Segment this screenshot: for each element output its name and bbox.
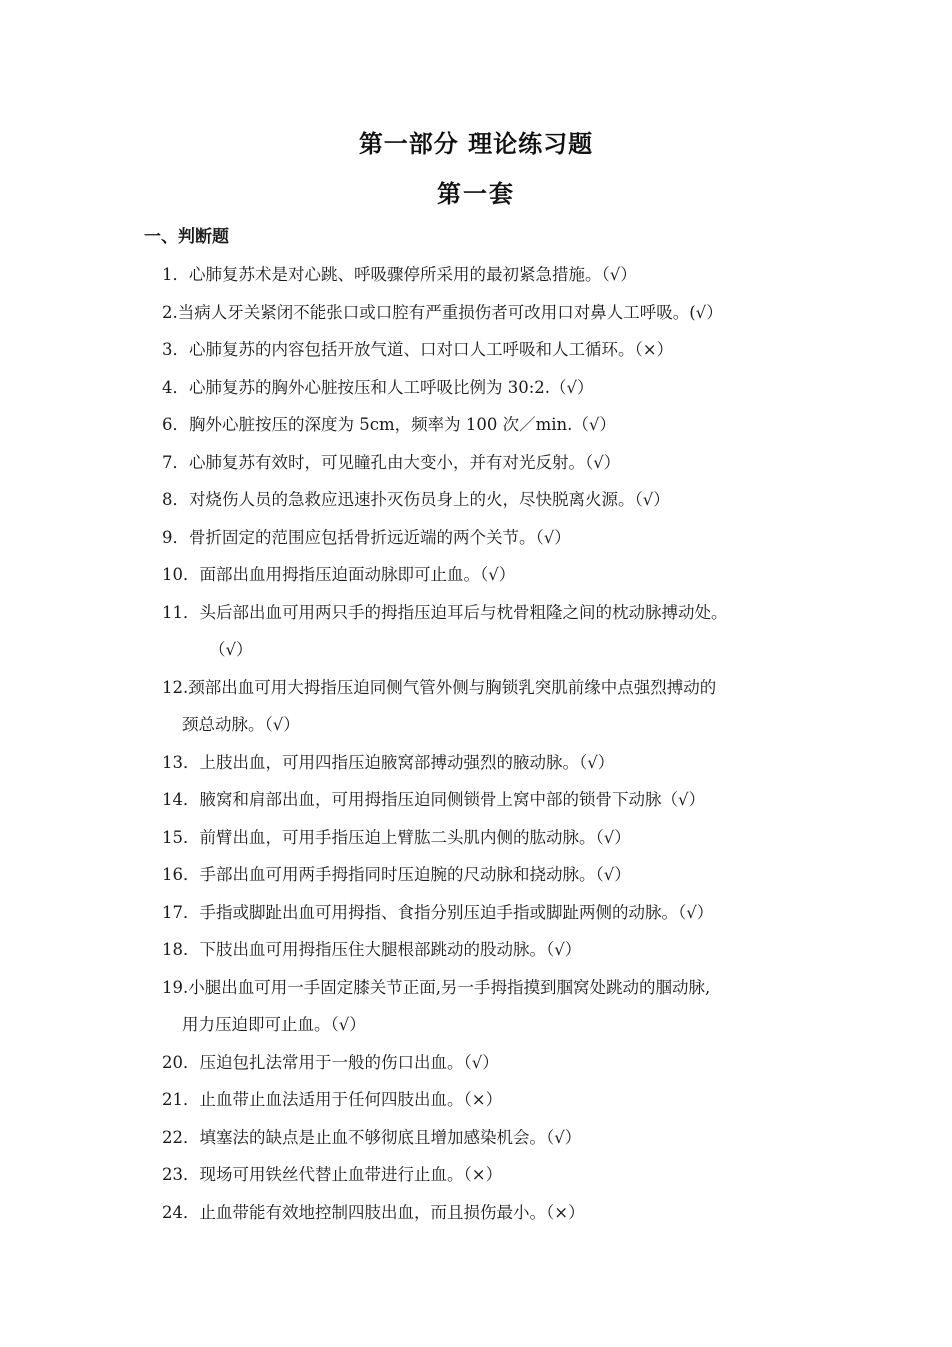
question-text: 22．填塞法的缺点是止血不够彻底且增加感染机会。（√） [162, 1127, 582, 1147]
question-item [0, 1044, 952, 1082]
question-text-continuation: 颈总动脉。（√） [182, 715, 300, 734]
question-item [0, 819, 952, 857]
question-text: 19.小腿出血可用一手固定膝关节正面,另一手拇指摸到腘窝处跳动的腘动脉, [162, 977, 711, 997]
question-item [0, 406, 952, 444]
question-item [0, 444, 952, 482]
question-item [0, 1156, 952, 1194]
question-text: 24．止血带能有效地控制四肢出血，而且损伤最小。（×） [162, 1202, 585, 1222]
question-text: 2.当病人牙关紧闭不能张口或口腔有严重损伤者可改用口对鼻人工呼吸。(√） [162, 302, 723, 322]
question-text: 10．面部出血用拇指压迫面动脉即可止血。（√） [162, 565, 516, 584]
question-item [0, 294, 952, 332]
question-item [0, 781, 952, 819]
question-item [0, 856, 952, 894]
question-item [0, 931, 952, 969]
question-item [0, 256, 952, 294]
question-text: 16．手部出血可用两手拇指同时压迫腕的尺动脉和挠动脉。（√） [162, 865, 631, 884]
question-text: 6．胸外心脏按压的深度为 5cm，频率为 100 次／min.（√） [162, 415, 616, 434]
question-text: 12.颈部出血可用大拇指压迫同侧气管外侧与胸锁乳突肌前缘中点强烈搏动的 [162, 677, 717, 697]
question-text: 18．下肢出血可用拇指压住大腿根部跳动的股动脉。（√） [162, 940, 582, 959]
question-item [0, 556, 952, 594]
question-text: 14．腋窝和肩部出血，可用拇指压迫同侧锁骨上窝中部的锁骨下动脉（√） [162, 790, 706, 809]
question-item [0, 1194, 952, 1232]
question-text: 1．心肺复苏术是对心跳、呼吸骤停所采用的最初紧急措施。（√） [162, 265, 637, 284]
question-item [0, 1119, 952, 1157]
document-title: 第一部分 理论练习题 [358, 129, 594, 158]
question-text: 20．压迫包扎法常用于一般的伤口出血。（√） [162, 1052, 499, 1072]
question-item [0, 969, 952, 1044]
question-text: 23．现场可用铁丝代替止血带进行止血。（×） [162, 1165, 503, 1184]
section-heading: 一、判断题 [144, 227, 229, 247]
question-item [0, 594, 952, 669]
question-item [0, 744, 952, 782]
question-item [0, 331, 952, 369]
question-text: 7．心肺复苏有效时，可见瞳孔由大变小，并有对光反射。（√） [162, 452, 621, 472]
question-text: 21．止血带止血法适用于任何四肢出血。（×） [162, 1090, 503, 1109]
question-text: 15．前臂出血，可用手指压迫上臂肱二头肌内侧的肱动脉。（√） [162, 827, 631, 847]
question-list [0, 256, 952, 1231]
question-text-continuation: 用力压迫即可止血。（√） [182, 1015, 366, 1034]
question-text: 17．手指或脚趾出血可用拇指、食指分别压迫手指或脚趾两侧的动脉。（√） [162, 902, 714, 922]
question-item [0, 1081, 952, 1119]
document-subtitle: 第一套 [437, 179, 515, 208]
question-text: 4．心肺复苏的胸外心脏按压和人工呼吸比例为 30:2.（√） [162, 377, 594, 397]
question-text-continuation: （√） [209, 640, 253, 659]
question-text: 8．对烧伤人员的急救应迅速扑灭伤员身上的火，尽快脱离火源。（√） [162, 490, 670, 509]
question-item [0, 481, 952, 519]
question-text: 3．心肺复苏的内容包括开放气道、口对口人工呼吸和人工循环。（×） [162, 340, 674, 359]
question-text: 13．上肢出血，可用四指压迫腋窝部搏动强烈的腋动脉。（√） [162, 752, 615, 772]
question-item [0, 669, 952, 744]
question-item [0, 894, 952, 932]
question-item [0, 519, 952, 557]
question-item [0, 369, 952, 407]
question-text: 11．头后部出血可用两只手的拇指压迫耳后与枕骨粗隆之间的枕动脉搏动处。 [162, 602, 728, 622]
question-text: 9．骨折固定的范围应包括骨折远近端的两个关节。（√） [162, 527, 571, 547]
